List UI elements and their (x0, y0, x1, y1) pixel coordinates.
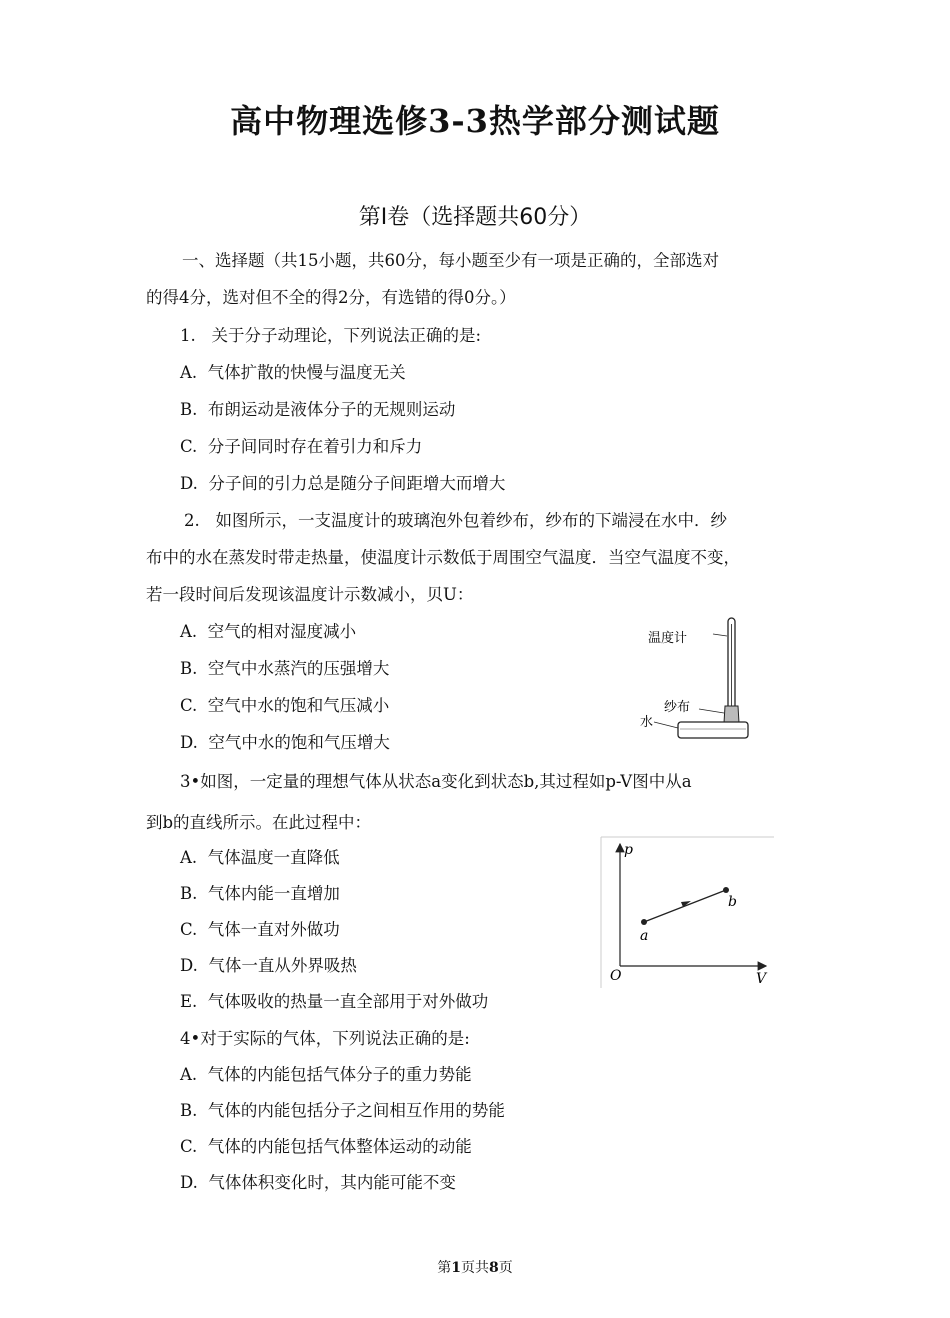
q3-option-a: A. 气体温度一直降低 (180, 848, 340, 867)
q3-option-d: D. 气体一直从外界吸热 (180, 956, 357, 975)
point-a-label: a (640, 928, 649, 944)
q3-option-c: C. 气体一直对外做功 (180, 920, 340, 939)
thermometer-label: 温度计 (648, 631, 688, 646)
point-a (641, 919, 647, 925)
pv-diagram (600, 836, 776, 991)
point-b-label: b (728, 894, 737, 910)
q4-stem: 4•对于实际的气体，下列说法正确的是: (180, 1029, 470, 1048)
q1-option-d: D. 分子间的引力总是随分子间距增大而增大 (180, 474, 506, 493)
q2-option-a: A. 空气的相对湿度减小 (180, 622, 357, 641)
gauze-wrap (724, 706, 739, 723)
q1-option-c: C. 分子间同时存在着引力和斥力 (180, 437, 423, 456)
section-heading: 第Ⅰ卷（选择题共60分） (358, 205, 592, 230)
process-line (644, 890, 726, 922)
q2-option-d: D. 空气中水的饱和气压增大 (180, 733, 390, 752)
p-axis-label: p (624, 842, 633, 858)
q2-stem-line-3: 若一段时间后发现该温度计示数减小，贝U： (146, 585, 474, 604)
water-label: 水 (640, 715, 654, 730)
page-footer: 第1页共8页 (437, 1260, 513, 1276)
instructions-line-2: 的得4分，选对但不全的得2分，有选错的得0分。） (146, 288, 516, 307)
point-b (723, 887, 729, 893)
v-axis-label: V (756, 971, 767, 987)
instructions-line-1: 一、选择题（共15小题，共60分，每小题至少有一项是正确的，全部选对 (182, 251, 719, 270)
gauze-label: 纱布 (664, 700, 691, 715)
q2-option-b: B. 空气中水蒸汽的压强增大 (180, 659, 390, 678)
q2-stem-line-2: 布中的水在蒸发时带走热量，使温度计示数低于周围空气温度．当空气温度不变， (146, 548, 740, 567)
water-dish (678, 722, 748, 738)
q1-option-a: A. 气体扩散的快慢与温度无关 (180, 363, 406, 382)
page-total: 8 (489, 1260, 499, 1276)
q2-stem-line-1: 2. 如图所示，一支温度计的玻璃泡外包着纱布，纱布的下端浸在水中．纱 (184, 511, 727, 530)
q1-option-b: B. 布朗运动是液体分子的无规则运动 (180, 400, 456, 419)
q4-option-a: A. 气体的内能包括气体分子的重力势能 (180, 1065, 472, 1084)
q4-option-b: B. 气体的内能包括分子之间相互作用的势能 (180, 1101, 505, 1120)
q1-stem: 1. 关于分子动理论，下列说法正确的是: (180, 326, 482, 345)
page-title: 高中物理选修3-3热学部分测试题 (230, 102, 720, 140)
q2-option-c: C. 空气中水的饱和气压减小 (180, 696, 390, 715)
thermometer-figure (634, 610, 764, 745)
origin-label: O (610, 968, 622, 984)
q4-option-c: C. 气体的内能包括气体整体运动的动能 (180, 1137, 472, 1156)
q3-option-e: E. 气体吸收的热量一直全部用于对外做功 (180, 992, 489, 1011)
q3-option-b: B. 气体内能一直增加 (180, 884, 340, 903)
page-number: 1 (451, 1260, 461, 1276)
q4-option-d: D. 气体体积变化时，其内能可能不变 (180, 1173, 456, 1192)
q3-stem-line-2: 到b的直线所示。在此过程中： (146, 813, 372, 832)
q3-stem-line-1: 3•如图，一定量的理想气体从状态a变化到状态b,其过程如p-V图中从a (180, 772, 692, 791)
